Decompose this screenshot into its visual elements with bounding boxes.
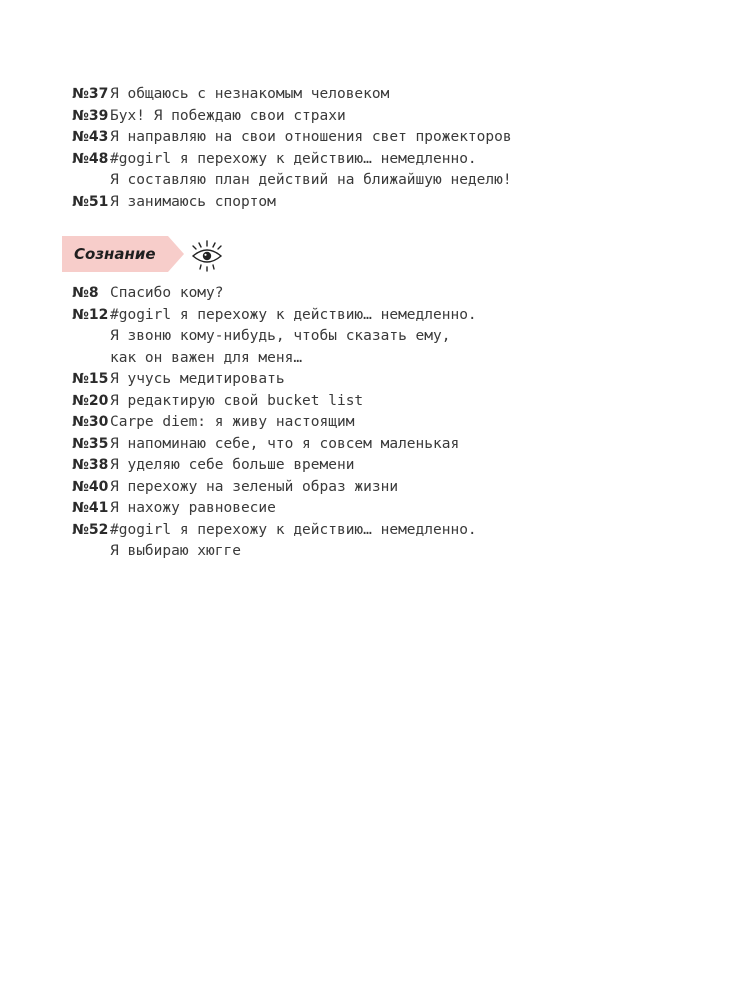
section-title: Сознание [74,245,156,263]
list-item [72,106,512,128]
list-item [72,477,477,499]
item-text: Я составляю план действий на ближайшую неделю! [110,172,512,188]
item-text: Carpe diem: я живу настоящим [110,414,355,430]
item-number [72,326,110,348]
list-item [72,455,477,477]
list-item-continuation [72,326,477,348]
list-item [72,434,477,456]
item-text: Я учусь медитировать [110,371,285,387]
top-list [72,84,512,213]
item-text: Бух! Я побеждаю свои страхи [110,107,346,124]
item-text: Я выбираю хюгге [110,543,241,559]
list-item-continuation [72,541,477,563]
item-text: Я занимаюсь спортом [110,193,276,210]
item-text: Я звоню кому-нибудь, чтобы сказать ему, [110,328,451,344]
list-item [72,305,477,327]
item-text: #gogirl я перехожу к действию… немедленно. [110,306,477,323]
bottom-list [72,283,477,563]
item-number: №37 [72,86,109,102]
item-number [72,541,110,563]
item-text: Я направляю на свои отношения свет прожекторов [110,129,512,145]
item-text: Я перехожу на зеленый образ жизни [110,478,399,495]
list-item [72,84,512,106]
item-text: #gogirl я перехожу к действию… немедленно. [110,521,477,538]
item-number [72,170,110,192]
item-number: №41 [72,500,109,516]
item-text: Я редактирую свой bucket list [110,392,364,409]
item-text: как он важен для меня… [110,349,303,366]
list-item [72,412,477,434]
item-number: №52 [72,521,109,538]
item-number: №8 [72,285,99,301]
list-item-continuation [72,170,512,192]
item-number: №51 [72,193,109,210]
list-item [72,149,512,171]
item-number: №35 [72,435,109,452]
item-number: №20 [72,392,109,409]
list-item [72,369,477,391]
item-number [72,348,110,370]
list-item [72,520,477,542]
list-item [72,283,477,305]
list-item-continuation [72,348,477,370]
item-number: №15 [72,371,109,387]
item-number: №43 [72,129,109,145]
list-item [72,498,477,520]
item-text: Спасибо кому? [110,285,224,301]
list-item [72,127,512,149]
item-number: №40 [72,478,109,495]
section-header [62,236,156,272]
item-number: №38 [72,457,109,473]
item-number: №48 [72,150,109,167]
item-text: Я уделяю себе больше времени [110,457,355,473]
list-item [72,192,512,214]
eye-icon [188,238,226,274]
item-number: №30 [72,414,109,430]
item-text: Я общаюсь с незнакомым человеком [110,86,390,102]
item-text: #gogirl я перехожу к действию… немедленно. [110,150,477,167]
item-number: №12 [72,306,109,323]
item-number: №39 [72,107,109,124]
list-item [72,391,477,413]
item-text: Я напоминаю себе, что я совсем маленькая [110,435,460,452]
item-text: Я нахожу равновесие [110,500,276,516]
